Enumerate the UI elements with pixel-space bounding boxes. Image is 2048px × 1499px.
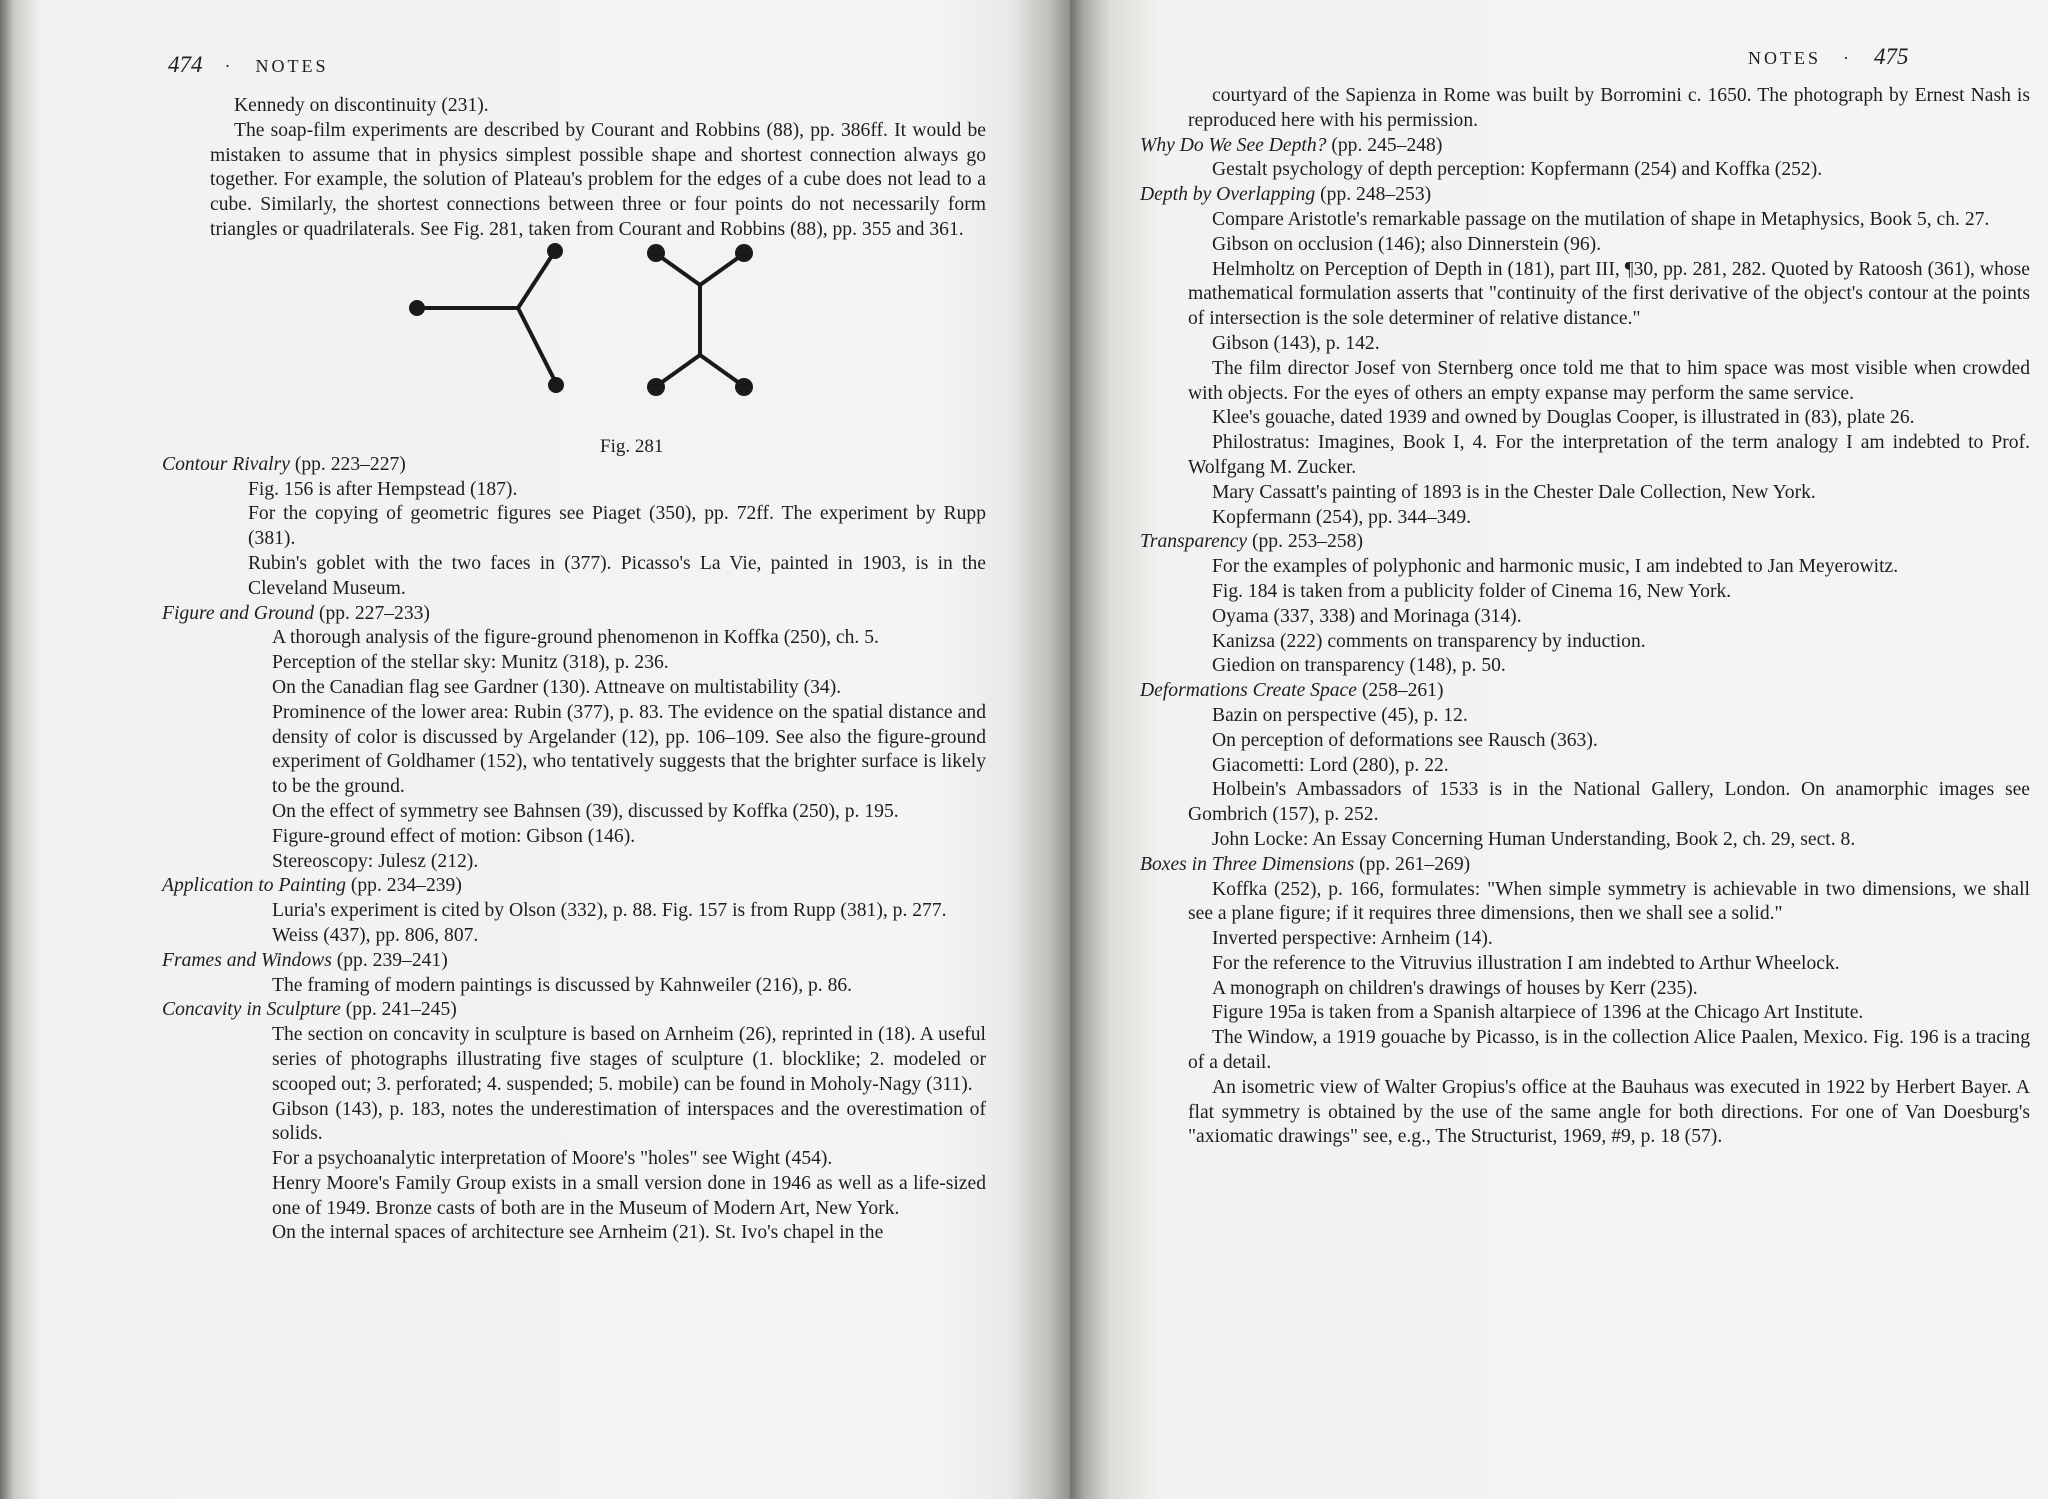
section-heading: Figure and Ground (pp. 227–233) <box>162 602 430 624</box>
note-paragraph: A monograph on children's drawings of houses by Kerr (235). <box>1212 977 1698 999</box>
note-paragraph: The Window, a 1919 gouache by Picasso, is in the collection Alice Paalen, Mexico. Fig. 196 is a tracing of a detail. <box>1188 1027 2030 1074</box>
section-heading: Boxes in Three Dimensions (pp. 261–269) <box>1140 853 1471 875</box>
note-paragraph: On the Canadian flag see Gardner (130). Attneave on multistability (34). <box>272 676 842 698</box>
right-body <box>1140 84 2030 1150</box>
figure-281 <box>210 243 986 457</box>
note-paragraph: Luria's experiment is cited by Olson (332), p. 88. Fig. 157 is from Rupp (381), p. 277. <box>272 900 947 922</box>
note-paragraph: On the internal spaces of architecture see Arnheim (21). St. Ivo's chapel in the <box>272 1222 884 1244</box>
note-paragraph: On perception of deformations see Rausch (363). <box>1212 729 1598 751</box>
note-paragraph: Fig. 184 is taken from a publicity folder of Cinema 16, New York. <box>1212 580 1732 602</box>
note-paragraph: For a psychoanalytic interpretation of Moore's "holes" see Wight (454). <box>272 1148 833 1170</box>
note-paragraph: Kennedy on discontinuity (231). <box>234 95 489 116</box>
note-paragraph: Bazin on perspective (45), p. 12. <box>1212 704 1468 726</box>
right-running-head-label: NOTES <box>1748 48 1821 68</box>
note-paragraph: Helmholtz on Perception of Depth in (181), part III, ¶30, pp. 281, 282. Quoted by Ratoosh (361), whose mathematical formulation asserts that "continuity of the first derivative of the object's contour at the points of intersection is the sole determiner of relative distance." <box>1188 258 2030 330</box>
note-paragraph: For the copying of geometric figures see Piaget (350), pp. 72ff. The experiment by Rupp (381). <box>248 503 986 550</box>
steiner-tree-figure <box>390 243 830 438</box>
note-paragraph: Rubin's goblet with the two faces in (377). Picasso's La Vie, painted in 1903, is in the Cleveland Museum. <box>248 552 986 599</box>
note-paragraph: Gibson on occlusion (146); also Dinnerstein (96). <box>1212 233 1602 255</box>
note-paragraph: Gestalt psychology of depth perception: Kopfermann (254) and Koffka (252). <box>1212 159 1823 181</box>
note-paragraph: Stereoscopy: Julesz (212). <box>272 850 479 872</box>
note-paragraph: The section on concavity in sculpture is based on Arnheim (26), reprinted in (18). A useful series of photographs illustrating five stages of sculpture (1. blocklike; 2. modeled or scooped out; 3. perforated; 4. suspended; 5. mobile) can be found in Moholy-Nagy (311). <box>272 1024 986 1095</box>
note-paragraph: A thorough analysis of the figure-ground phenomenon in Koffka (250), ch. 5. <box>272 627 879 649</box>
left-running-head: 474 · NOTES <box>168 52 329 77</box>
note-paragraph: courtyard of the Sapienza in Rome was built by Borromini c. 1650. The photograph by Ernest Nash is reproduced here with his permission. <box>1188 85 2030 131</box>
note-paragraph: The soap-film experiments are described by Courant and Robbins (88), pp. 386ff. It would be mistaken to assume that in physics simplest possible shape and shortest connection always go together. For example, the solution of Plateau's problem for the edges of a cube does not lead to a cube. Similarly, the shortest connections between three or four points do not necessarily form triangles or quadrilaterals. See Fig. 281, taken from Courant and Robbins (88), pp. 355 and 361. <box>210 119 986 240</box>
note-paragraph: Kopfermann (254), pp. 344–349. <box>1212 506 1472 528</box>
note-paragraph: Gibson (143), p. 142. <box>1212 332 1380 354</box>
note-paragraph: Mary Cassatt's painting of 1893 is in the Chester Dale Collection, New York. <box>1212 481 1816 503</box>
left-body <box>162 94 986 1246</box>
note-paragraph: Figure 195a is taken from a Spanish altarpiece of 1396 at the Chicago Art Institute. <box>1212 1002 1864 1024</box>
note-paragraph: John Locke: An Essay Concerning Human Understanding, Book 2, ch. 29, sect. 8. <box>1212 828 1856 850</box>
section-heading: Concavity in Sculpture (pp. 241–245) <box>162 999 457 1021</box>
left-page-number: 474 <box>168 52 203 77</box>
note-paragraph: For the examples of polyphonic and harmonic music, I am indebted to Jan Meyerowitz. <box>1212 556 1899 578</box>
note-paragraph: An isometric view of Walter Gropius's office at the Bauhaus was executed in 1922 by Herbert Bayer. A flat symmetry is obtained by the use of the same angle for both directions. For one of Van Doesburg's "axiomatic drawings" see, e.g., The Structurist, 1969, #9, p. 18 (57). <box>1188 1076 2030 1148</box>
note-paragraph: On the effect of symmetry see Bahnsen (39), discussed by Koffka (250), p. 195. <box>272 800 899 822</box>
note-paragraph: Henry Moore's Family Group exists in a small version done in 1946 as well as a life-sized one of 1949. Bronze casts of both are in the Museum of Modern Art, New York. <box>272 1172 986 1219</box>
section-heading: Deformations Create Space (258–261) <box>1140 680 1444 702</box>
right-running-head: NOTES · 475 <box>1748 44 1909 69</box>
note-paragraph: Giedion on transparency (148), p. 50. <box>1212 655 1506 677</box>
right-page <box>1070 0 2048 1499</box>
note-paragraph: The framing of modern paintings is discussed by Kahnweiler (216), p. 86. <box>272 974 853 996</box>
note-paragraph: Oyama (337, 338) and Morinaga (314). <box>1212 605 1522 627</box>
right-page-number: 475 <box>1874 44 1909 69</box>
section-heading: Contour Rivalry (pp. 223–227) <box>162 453 406 475</box>
note-paragraph: Holbein's Ambassadors of 1533 is in the National Gallery, London. On anamorphic images see Gombrich (157), p. 252. <box>1188 779 2030 826</box>
note-paragraph: Compare Aristotle's remarkable passage on the mutilation of shape in Metaphysics, Book 5, ch. 27. <box>1212 208 1990 230</box>
note-paragraph: Weiss (437), pp. 806, 807. <box>272 924 479 946</box>
note-paragraph: Giacometti: Lord (280), p. 22. <box>1212 754 1449 776</box>
note-paragraph: Figure-ground effect of motion: Gibson (146). <box>272 825 636 847</box>
section-heading: Transparency (pp. 253–258) <box>1140 531 1363 553</box>
note-paragraph: Philostratus: Imagines, Book I, 4. For the interpretation of the term analogy I am indebted to Prof. Wolfgang M. Zucker. <box>1188 432 2030 478</box>
note-paragraph: Kanizsa (222) comments on transparency by induction. <box>1212 630 1646 652</box>
note-paragraph: Prominence of the lower area: Rubin (377), p. 83. The evidence on the spatial distance and density of color is discussed by Argelander (12), pp. 106–109. See also the figure-ground experiment of Goldhamer (152), who tentatively suggests that the brighter surface is likely to be the ground. <box>272 701 986 798</box>
note-paragraph: The film director Josef von Sternberg once told me that to him space was most visible when crowded with objects. For the eyes of others an empty expanse may perform the same service. <box>1188 357 2030 404</box>
note-paragraph: Fig. 156 is after Hempstead (187). <box>248 478 518 500</box>
figure-caption: Fig. 281 <box>600 435 664 457</box>
note-paragraph: Koffka (252), p. 166, formulates: "When simple symmetry is achievable in two dimensions, we shall see a plane figure; if it requires three dimensions, then we shall see a solid." <box>1188 878 2030 925</box>
section-heading: Depth by Overlapping (pp. 248–253) <box>1140 184 1432 206</box>
section-heading: Application to Painting (pp. 234–239) <box>162 875 462 897</box>
section-heading: Why Do We See Depth? (pp. 245–248) <box>1140 134 1443 156</box>
note-paragraph: For the reference to the Vitruvius illustration I am indebted to Arthur Wheelock. <box>1212 952 1840 974</box>
note-paragraph: Klee's gouache, dated 1939 and owned by Douglas Cooper, is illustrated in (83), plate 26. <box>1212 407 1915 429</box>
note-paragraph: Perception of the stellar sky: Munitz (318), p. 236. <box>272 652 669 674</box>
note-paragraph: Inverted perspective: Arnheim (14). <box>1212 928 1493 950</box>
section-heading: Frames and Windows (pp. 239–241) <box>162 949 448 971</box>
left-running-head-label: NOTES <box>255 56 329 76</box>
note-paragraph: Gibson (143), p. 183, notes the underestimation of interspaces and the overestimation of solids. <box>272 1098 986 1145</box>
